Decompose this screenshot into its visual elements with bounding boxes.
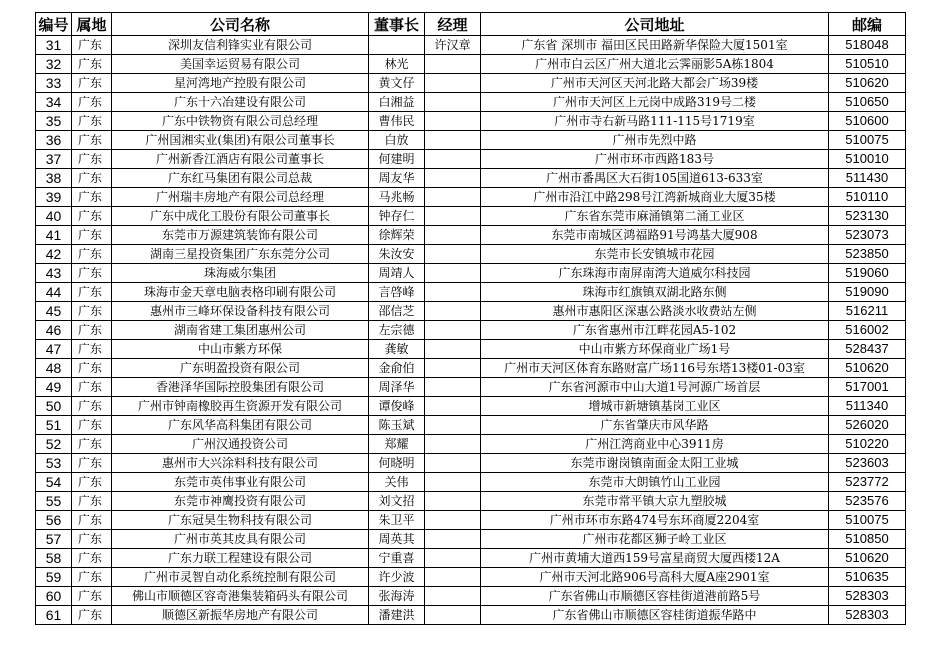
cell-postcode: 523850	[829, 245, 906, 264]
cell-area: 广东	[72, 511, 112, 530]
table-row	[36, 264, 906, 283]
cell-company: 中山市紫方环保	[112, 340, 369, 359]
cell-postcode: 516211	[829, 302, 906, 321]
cell-postcode: 516002	[829, 321, 906, 340]
cell-address: 惠州市惠阳区深惠公路淡水收费站左侧	[481, 302, 829, 321]
cell-area: 广东	[72, 226, 112, 245]
cell-area: 广东	[72, 36, 112, 55]
cell-company: 广州市钟南橡胶再生资源开发有限公司	[112, 397, 369, 416]
cell-no: 38	[36, 169, 72, 188]
cell-postcode: 510600	[829, 112, 906, 131]
cell-chairman: 何建明	[369, 150, 425, 169]
cell-company: 广州汉通投资公司	[112, 435, 369, 454]
cell-postcode: 517001	[829, 378, 906, 397]
table-row	[36, 416, 906, 435]
cell-no: 52	[36, 435, 72, 454]
cell-area: 广东	[72, 549, 112, 568]
cell-company: 东莞市万源建筑装饰有限公司	[112, 226, 369, 245]
header-manager: 经理	[425, 13, 481, 36]
cell-company: 广东风华高科集团有限公司	[112, 416, 369, 435]
table-row	[36, 207, 906, 226]
cell-company: 广东十六冶建设有限公司	[112, 93, 369, 112]
cell-company: 广州市英其皮具有限公司	[112, 530, 369, 549]
cell-no: 43	[36, 264, 72, 283]
cell-company: 广东冠昊生物科技有限公司	[112, 511, 369, 530]
cell-company: 香港泽华国际控股集团有限公司	[112, 378, 369, 397]
cell-chairman: 朱卫平	[369, 511, 425, 530]
cell-manager	[425, 473, 481, 492]
cell-no: 59	[36, 568, 72, 587]
cell-postcode: 523073	[829, 226, 906, 245]
cell-postcode: 511340	[829, 397, 906, 416]
table-row	[36, 397, 906, 416]
cell-postcode: 510620	[829, 74, 906, 93]
cell-chairman: 左宗德	[369, 321, 425, 340]
table-row	[36, 188, 906, 207]
cell-manager	[425, 454, 481, 473]
cell-address: 广州市黄埔大道西159号富星商贸大厦西楼12A	[481, 549, 829, 568]
cell-no: 46	[36, 321, 72, 340]
cell-manager	[425, 283, 481, 302]
cell-postcode: 523576	[829, 492, 906, 511]
cell-address: 珠海市红旗镇双湖北路东侧	[481, 283, 829, 302]
cell-postcode: 510850	[829, 530, 906, 549]
cell-address: 广州市天河区天河北路大都会广场39楼	[481, 74, 829, 93]
table-row	[36, 587, 906, 606]
cell-manager	[425, 492, 481, 511]
cell-chairman: 周英其	[369, 530, 425, 549]
cell-address: 中山市紫方环保商业广场1号	[481, 340, 829, 359]
cell-address: 东莞市谢岗镇南面金太阳工业城	[481, 454, 829, 473]
table-row	[36, 473, 906, 492]
cell-company: 顺德区新振华房地产有限公司	[112, 606, 369, 625]
cell-no: 61	[36, 606, 72, 625]
cell-company: 东莞市英伟事业有限公司	[112, 473, 369, 492]
cell-chairman: 龚敏	[369, 340, 425, 359]
cell-no: 41	[36, 226, 72, 245]
cell-area: 广东	[72, 359, 112, 378]
cell-chairman: 陈玉斌	[369, 416, 425, 435]
header-no: 编号	[36, 13, 72, 36]
table-row	[36, 568, 906, 587]
cell-chairman: 宁重喜	[369, 549, 425, 568]
table-row	[36, 606, 906, 625]
cell-address: 广州市天河区体育东路财富广场116号东塔13楼01-03室	[481, 359, 829, 378]
table-row	[36, 492, 906, 511]
header-area: 属地	[72, 13, 112, 36]
cell-area: 广东	[72, 55, 112, 74]
cell-postcode: 523603	[829, 454, 906, 473]
cell-no: 56	[36, 511, 72, 530]
cell-no: 58	[36, 549, 72, 568]
table-body	[36, 36, 906, 625]
cell-address: 东莞市南城区鸿福路91号鸿基大厦908	[481, 226, 829, 245]
table-row	[36, 36, 906, 55]
header-row	[36, 13, 906, 36]
cell-address: 广州市环市西路183号	[481, 150, 829, 169]
table-row	[36, 340, 906, 359]
cell-chairman: 黄文仔	[369, 74, 425, 93]
cell-postcode: 510510	[829, 55, 906, 74]
table-row	[36, 530, 906, 549]
cell-area: 广东	[72, 169, 112, 188]
cell-area: 广东	[72, 283, 112, 302]
cell-no: 60	[36, 587, 72, 606]
cell-no: 47	[36, 340, 72, 359]
table-row	[36, 169, 906, 188]
cell-chairman: 何晓明	[369, 454, 425, 473]
cell-postcode: 528437	[829, 340, 906, 359]
cell-no: 34	[36, 93, 72, 112]
cell-manager	[425, 131, 481, 150]
cell-address: 广东省东莞市麻涌镇第二涌工业区	[481, 207, 829, 226]
cell-no: 33	[36, 74, 72, 93]
cell-company: 广东明盈投资有限公司	[112, 359, 369, 378]
cell-postcode: 519060	[829, 264, 906, 283]
cell-no: 48	[36, 359, 72, 378]
cell-manager	[425, 188, 481, 207]
cell-postcode: 519090	[829, 283, 906, 302]
cell-company: 深圳友信利锋实业有限公司	[112, 36, 369, 55]
cell-chairman: 谭俊峰	[369, 397, 425, 416]
cell-no: 31	[36, 36, 72, 55]
cell-address: 广州市环市东路474号东环商厦2204室	[481, 511, 829, 530]
cell-address: 广州市白云区广州大道北云霁丽影5A栋1804	[481, 55, 829, 74]
cell-no: 35	[36, 112, 72, 131]
cell-company: 广东红马集团有限公司总裁	[112, 169, 369, 188]
cell-area: 广东	[72, 340, 112, 359]
table-row	[36, 302, 906, 321]
cell-area: 广东	[72, 302, 112, 321]
cell-area: 广东	[72, 587, 112, 606]
cell-company: 湖南省建工集团惠州公司	[112, 321, 369, 340]
cell-chairman: 郑耀	[369, 435, 425, 454]
cell-manager	[425, 112, 481, 131]
cell-area: 广东	[72, 473, 112, 492]
cell-manager	[425, 169, 481, 188]
cell-area: 广东	[72, 207, 112, 226]
cell-area: 广东	[72, 416, 112, 435]
cell-chairman: 白放	[369, 131, 425, 150]
cell-area: 广东	[72, 568, 112, 587]
table-row	[36, 131, 906, 150]
cell-address: 广东省河源市中山大道1号河源广场首层	[481, 378, 829, 397]
table-row	[36, 226, 906, 245]
cell-company: 星河湾地产控股有限公司	[112, 74, 369, 93]
table-row	[36, 549, 906, 568]
cell-company: 湖南三星投资集团广东东莞分公司	[112, 245, 369, 264]
cell-postcode: 511430	[829, 169, 906, 188]
cell-area: 广东	[72, 321, 112, 340]
cell-manager: 许汉章	[425, 36, 481, 55]
table-row	[36, 454, 906, 473]
cell-no: 36	[36, 131, 72, 150]
cell-address: 广州市沿江中路298号江湾新城商业大厦35楼	[481, 188, 829, 207]
cell-company: 美国幸运贸易有限公司	[112, 55, 369, 74]
cell-postcode: 523772	[829, 473, 906, 492]
cell-address: 广州市寺右新马路111-115号1719室	[481, 112, 829, 131]
cell-address: 增城市新塘镇基岗工业区	[481, 397, 829, 416]
cell-no: 53	[36, 454, 72, 473]
cell-chairman: 曹伟民	[369, 112, 425, 131]
cell-address: 广东省惠州市江畔花园A5-102	[481, 321, 829, 340]
cell-manager	[425, 55, 481, 74]
cell-manager	[425, 397, 481, 416]
table-row	[36, 55, 906, 74]
table-row	[36, 93, 906, 112]
cell-manager	[425, 416, 481, 435]
cell-chairman: 周靖人	[369, 264, 425, 283]
cell-chairman: 朱汝安	[369, 245, 425, 264]
cell-no: 39	[36, 188, 72, 207]
cell-manager	[425, 302, 481, 321]
header-address: 公司地址	[481, 13, 829, 36]
cell-area: 广东	[72, 454, 112, 473]
cell-area: 广东	[72, 245, 112, 264]
cell-postcode: 510620	[829, 359, 906, 378]
cell-address: 广东省 深圳市 福田区民田路新华保险大厦1501室	[481, 36, 829, 55]
cell-postcode: 510075	[829, 511, 906, 530]
cell-area: 广东	[72, 530, 112, 549]
cell-no: 55	[36, 492, 72, 511]
table-row	[36, 283, 906, 302]
cell-no: 32	[36, 55, 72, 74]
cell-area: 广东	[72, 93, 112, 112]
cell-chairman: 张海涛	[369, 587, 425, 606]
cell-address: 东莞市常平镇大京九塑胶城	[481, 492, 829, 511]
cell-postcode: 510010	[829, 150, 906, 169]
cell-address: 广州市天河区上元岗中成路319号二楼	[481, 93, 829, 112]
cell-chairman: 白湘益	[369, 93, 425, 112]
cell-chairman: 邵信芝	[369, 302, 425, 321]
cell-address: 广东珠海市南屏南湾大道威尔科技园	[481, 264, 829, 283]
cell-area: 广东	[72, 492, 112, 511]
cell-company: 广州国湘实业(集团)有限公司董事长	[112, 131, 369, 150]
cell-no: 37	[36, 150, 72, 169]
cell-area: 广东	[72, 378, 112, 397]
cell-company: 东莞市神鹰投资有限公司	[112, 492, 369, 511]
cell-no: 51	[36, 416, 72, 435]
cell-manager	[425, 150, 481, 169]
table-row	[36, 359, 906, 378]
header-postcode: 邮编	[829, 13, 906, 36]
cell-postcode: 510635	[829, 568, 906, 587]
cell-chairman: 言啓峰	[369, 283, 425, 302]
cell-manager	[425, 226, 481, 245]
cell-postcode: 510220	[829, 435, 906, 454]
cell-address: 广东省肇庆市风华路	[481, 416, 829, 435]
cell-chairman: 周泽华	[369, 378, 425, 397]
cell-chairman: 徐辉荣	[369, 226, 425, 245]
cell-manager	[425, 264, 481, 283]
cell-manager	[425, 435, 481, 454]
cell-manager	[425, 93, 481, 112]
cell-postcode: 510075	[829, 131, 906, 150]
cell-postcode: 528303	[829, 587, 906, 606]
cell-chairman: 许少波	[369, 568, 425, 587]
cell-address: 东莞市大朗镇竹山工业园	[481, 473, 829, 492]
cell-company: 广州新香江酒店有限公司董事长	[112, 150, 369, 169]
cell-company: 珠海威尔集团	[112, 264, 369, 283]
cell-company: 广州瑞丰房地产有限公司总经理	[112, 188, 369, 207]
table-row	[36, 112, 906, 131]
table-row	[36, 435, 906, 454]
cell-area: 广东	[72, 188, 112, 207]
cell-address: 广州市先烈中路	[481, 131, 829, 150]
cell-manager	[425, 74, 481, 93]
cell-manager	[425, 549, 481, 568]
cell-postcode: 518048	[829, 36, 906, 55]
cell-postcode: 528303	[829, 606, 906, 625]
cell-no: 49	[36, 378, 72, 397]
cell-postcode: 510620	[829, 549, 906, 568]
cell-address: 广东省佛山市顺德区容桂街道港前路5号	[481, 587, 829, 606]
cell-manager	[425, 359, 481, 378]
cell-manager	[425, 606, 481, 625]
cell-manager	[425, 207, 481, 226]
header-company: 公司名称	[112, 13, 369, 36]
cell-manager	[425, 378, 481, 397]
cell-chairman: 周友华	[369, 169, 425, 188]
cell-area: 广东	[72, 606, 112, 625]
cell-postcode: 510650	[829, 93, 906, 112]
table-row	[36, 511, 906, 530]
cell-manager	[425, 340, 481, 359]
table-row	[36, 150, 906, 169]
cell-postcode: 526020	[829, 416, 906, 435]
cell-company: 佛山市顺德区容奇港集装箱码头有限公司	[112, 587, 369, 606]
cell-address: 东莞市长安镇城市花园	[481, 245, 829, 264]
table-row	[36, 378, 906, 397]
cell-area: 广东	[72, 435, 112, 454]
cell-area: 广东	[72, 74, 112, 93]
cell-area: 广东	[72, 150, 112, 169]
cell-address: 广东省佛山市顺德区容桂街道振华路中	[481, 606, 829, 625]
cell-area: 广东	[72, 131, 112, 150]
cell-area: 广东	[72, 112, 112, 131]
cell-address: 广州市花都区狮子岭工业区	[481, 530, 829, 549]
cell-address: 广州江湾商业中心3911房	[481, 435, 829, 454]
cell-no: 45	[36, 302, 72, 321]
table-row	[36, 245, 906, 264]
cell-chairman: 林光	[369, 55, 425, 74]
cell-address: 广州市天河北路906号高科大厦A座2901室	[481, 568, 829, 587]
cell-chairman: 钟存仁	[369, 207, 425, 226]
cell-area: 广东	[72, 397, 112, 416]
cell-no: 54	[36, 473, 72, 492]
cell-manager	[425, 530, 481, 549]
cell-postcode: 523130	[829, 207, 906, 226]
cell-chairman: 潘建洪	[369, 606, 425, 625]
cell-chairman: 刘文招	[369, 492, 425, 511]
table-row	[36, 321, 906, 340]
cell-no: 50	[36, 397, 72, 416]
cell-manager	[425, 568, 481, 587]
header-chairman: 董事长	[369, 13, 425, 36]
cell-no: 42	[36, 245, 72, 264]
company-directory-table	[35, 12, 906, 625]
cell-company: 珠海市金天章电脑表格印刷有限公司	[112, 283, 369, 302]
cell-company: 惠州市三峰环保设备科技有限公司	[112, 302, 369, 321]
cell-manager	[425, 245, 481, 264]
table-row	[36, 74, 906, 93]
cell-postcode: 510110	[829, 188, 906, 207]
cell-company: 广东力联工程建设有限公司	[112, 549, 369, 568]
cell-chairman	[369, 36, 425, 55]
cell-no: 40	[36, 207, 72, 226]
cell-area: 广东	[72, 264, 112, 283]
cell-manager	[425, 321, 481, 340]
cell-company: 广东中成化工股份有限公司董事长	[112, 207, 369, 226]
cell-company: 广州市灵智自动化系统控制有限公司	[112, 568, 369, 587]
cell-no: 44	[36, 283, 72, 302]
cell-company: 广东中铁物资有限公司总经理	[112, 112, 369, 131]
cell-chairman: 马兆畅	[369, 188, 425, 207]
cell-manager	[425, 511, 481, 530]
cell-address: 广州市番禺区大石街105国道613-633室	[481, 169, 829, 188]
cell-chairman: 金俞伯	[369, 359, 425, 378]
cell-no: 57	[36, 530, 72, 549]
cell-company: 惠州市大兴涂料科技有限公司	[112, 454, 369, 473]
cell-chairman: 关伟	[369, 473, 425, 492]
cell-manager	[425, 587, 481, 606]
